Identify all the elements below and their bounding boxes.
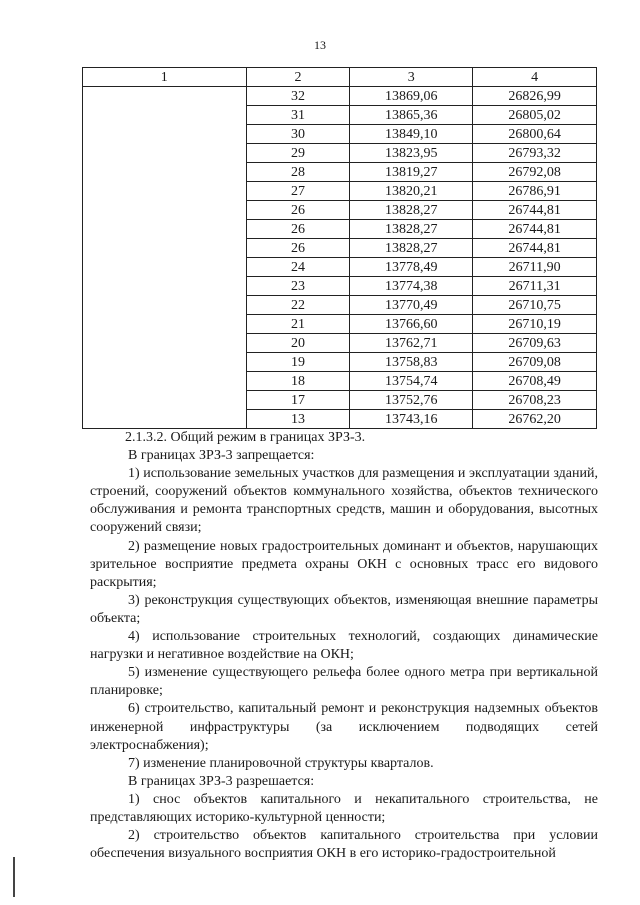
table-cell: 26792,08 — [473, 163, 597, 182]
table-cell: 13828,27 — [350, 201, 473, 220]
table-body — [83, 87, 597, 429]
allowed-intro: В границах ЗРЗ-3 разрешается: — [128, 773, 315, 789]
table-cell: 13828,27 — [350, 220, 473, 239]
table-cell: 32 — [246, 87, 350, 106]
table-cell: 13754,74 — [350, 372, 473, 391]
allowed-item: 2) строительство объектов капитального строительства при условии обеспечения визуального восприятия ОКН в его историко-градостроительной — [90, 828, 598, 862]
table-cell: 17 — [246, 391, 350, 410]
table-cell: 13774,38 — [350, 277, 473, 296]
table-cell: 26793,32 — [473, 144, 597, 163]
table-cell-empty — [83, 87, 247, 429]
table-cell: 26762,20 — [473, 410, 597, 429]
header-cell-3: 3 — [350, 68, 473, 87]
table-cell: 26711,90 — [473, 258, 597, 277]
table-cell: 27 — [246, 182, 350, 201]
prohibited-item: 6) строительство, капитальный ремонт и реконструкция надземных объектов инженерной инфраструктуры (за исключением подводящих сетей электроснабжения); — [90, 701, 598, 753]
table-cell: 13770,49 — [350, 296, 473, 315]
scan-margin-mark — [13, 857, 15, 897]
header-cell-4: 4 — [473, 68, 597, 87]
table-cell: 26800,64 — [473, 125, 597, 144]
table-cell: 26 — [246, 239, 350, 258]
table-cell: 20 — [246, 334, 350, 353]
prohibited-item: 1) использование земельных участков для размещения и эксплуатации зданий, строений, сооружений объектов коммунального хозяйства, объектов технического обслуживания и ремонта транспортных средств, машин и оборудования, высотных сооружений связи; — [90, 466, 598, 536]
table-cell: 13758,83 — [350, 353, 473, 372]
table-cell: 29 — [246, 144, 350, 163]
table-cell: 31 — [246, 106, 350, 125]
table-cell: 13 — [246, 410, 350, 429]
table-row — [83, 87, 597, 106]
table-cell: 26708,49 — [473, 372, 597, 391]
table-cell: 26744,81 — [473, 220, 597, 239]
table-cell: 13752,76 — [350, 391, 473, 410]
document-text — [90, 429, 598, 863]
table-cell: 26805,02 — [473, 106, 597, 125]
table-cell: 13762,71 — [350, 334, 473, 353]
section-heading: 2.1.3.2. Общий режим в границах ЗРЗ-3. — [125, 430, 366, 445]
table-cell: 26744,81 — [473, 201, 597, 220]
table-cell: 26711,31 — [473, 277, 597, 296]
table-cell: 19 — [246, 353, 350, 372]
table-cell: 26708,23 — [473, 391, 597, 410]
table-cell: 26710,75 — [473, 296, 597, 315]
page-number: 13 — [314, 38, 326, 52]
table-cell: 26 — [246, 201, 350, 220]
table-cell: 13823,95 — [350, 144, 473, 163]
table-cell: 13766,60 — [350, 315, 473, 334]
table-cell: 26 — [246, 220, 350, 239]
table-cell: 22 — [246, 296, 350, 315]
table-cell: 26709,08 — [473, 353, 597, 372]
prohibited-item: 3) реконструкция существующих объектов, изменяющая внешние параметры объекта; — [90, 592, 598, 626]
table-cell: 26826,99 — [473, 87, 597, 106]
table-header-row — [83, 68, 597, 87]
prohibited-item: 7) изменение планировочной структуры кварталов. — [128, 755, 434, 771]
table-cell: 26786,91 — [473, 182, 597, 201]
table-cell: 18 — [246, 372, 350, 391]
table-cell: 13849,10 — [350, 125, 473, 144]
prohibited-item: 2) размещение новых градостроительных доминант и объектов, нарушающих зрительное восприятие предмета охраны ОКН с основных трасс его видового раскрытия; — [90, 538, 598, 590]
prohibited-intro: В границах ЗРЗ-3 запрещается: — [128, 448, 315, 464]
table-cell: 26744,81 — [473, 239, 597, 258]
table-cell: 13778,49 — [350, 258, 473, 277]
table-cell: 26710,19 — [473, 315, 597, 334]
coordinates-table — [82, 67, 597, 429]
table-cell: 23 — [246, 277, 350, 296]
header-cell-1: 1 — [83, 68, 247, 87]
table-cell: 26709,63 — [473, 334, 597, 353]
prohibited-item: 4) использование строительных технологий, создающих динамические нагрузки и негативное воздействие на ОКН; — [90, 629, 598, 663]
table-cell: 13828,27 — [350, 239, 473, 258]
table-cell: 13820,21 — [350, 182, 473, 201]
table-cell: 30 — [246, 125, 350, 144]
table-cell: 24 — [246, 258, 350, 277]
prohibited-item: 5) изменение существующего рельефа более одного метра при вертикальной планировке; — [90, 665, 598, 699]
table-cell: 13819,27 — [350, 163, 473, 182]
table-cell: 13743,16 — [350, 410, 473, 429]
table-cell: 13865,36 — [350, 106, 473, 125]
allowed-item: 1) снос объектов капитального и некапитального строительства, не представляющих историко-культурной ценности; — [90, 791, 598, 825]
table-cell: 13869,06 — [350, 87, 473, 106]
table-cell: 21 — [246, 315, 350, 334]
table-cell: 28 — [246, 163, 350, 182]
header-cell-2: 2 — [246, 68, 350, 87]
